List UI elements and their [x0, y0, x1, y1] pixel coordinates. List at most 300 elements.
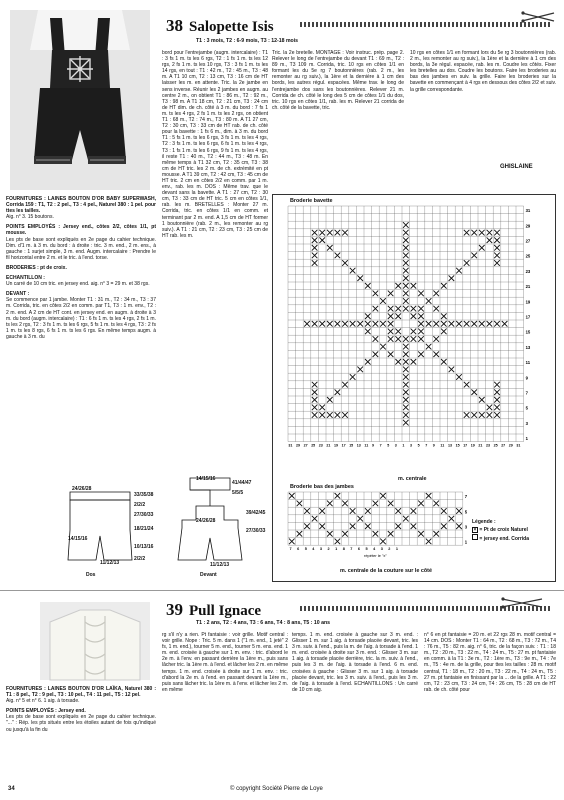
cross-stitch-mark	[418, 351, 424, 357]
front-text: Se commence par 1 jambe. Monter T1 : 31 m., T2 : 34 m., T3 : 37 m. Corrida, tric. en côtes 2/2 en comm. par T1, T3 : 1 m. env., T2 : 2 m. end. A 2 cm de HT cont. en jersey end. en augm. à droite à 3 m. du bord (augm. intercalaire) : T1 : 6 fs 1 m. ts les 4 rgs, 2 fs 1 m. ts les 2 rgs, T2 : 3 fs 1 m. ts les 6 rgs, 5 fs 1 m. ts les 4 rgs, T3 : 2 fs 1 m. ts les 8 rgs, 6 fs 1 m. ts les 6 rgs. En même temps augm. à gauche à 3 m. du	[6, 297, 156, 340]
cross-stitch-mark	[411, 329, 417, 335]
cross-stitch-mark	[365, 329, 371, 335]
cross-stitch-mark	[471, 253, 477, 259]
axis-tick-right: 7	[525, 390, 528, 396]
cross-stitch-mark	[395, 283, 401, 289]
axis-tick-bottom: 3	[410, 443, 412, 448]
back-label: Dos	[86, 572, 96, 578]
cross-stitch-mark	[479, 412, 485, 418]
dim-dos-2: 33/35/38	[134, 492, 154, 498]
cross-stitch-mark	[487, 412, 493, 418]
cross-stitch-mark	[403, 245, 409, 251]
leg-cross-stitch-mark	[441, 523, 447, 529]
pattern-38-column-2	[162, 50, 268, 470]
cross-stitch-mark	[494, 230, 500, 236]
cross-stitch-mark	[494, 389, 500, 395]
cross-stitch-mark	[403, 412, 409, 418]
cross-stitch-mark	[403, 306, 409, 312]
cross-stitch-mark	[395, 329, 401, 335]
cross-stitch-mark	[487, 321, 493, 327]
cross-stitch-mark	[471, 321, 477, 327]
axis-tick-right: 15	[525, 329, 531, 335]
axis-tick-right: 13	[525, 344, 531, 350]
cross-stitch-mark	[350, 268, 356, 274]
cross-stitch-mark	[357, 321, 363, 327]
pattern-38-column-3	[272, 50, 404, 188]
pattern-39-column-4	[424, 632, 556, 782]
leg-axis-tick-bottom: 2	[388, 547, 391, 552]
cross-stitch-mark	[365, 313, 371, 319]
axis-tick-bottom: 13	[448, 443, 452, 448]
axis-tick-bottom: 21	[478, 443, 483, 448]
dim-dos-8: 11/12/13	[100, 560, 120, 566]
axis-tick-bottom: 11	[364, 443, 369, 448]
cross-stitch-mark	[395, 313, 401, 319]
cross-stitch-mark	[403, 336, 409, 342]
cross-stitch-mark	[487, 405, 493, 411]
dim-dos-9: 2/2/2	[134, 556, 146, 562]
leg-cross-stitch-mark	[289, 539, 295, 545]
cross-stitch-mark	[426, 298, 432, 304]
bib-chart-title: Broderie bavette	[290, 198, 333, 204]
axis-tick-bottom: 31	[288, 443, 293, 448]
cross-stitch-mark	[312, 397, 318, 403]
axis-tick-right: 31	[525, 208, 531, 214]
axis-tick-right: 25	[525, 253, 531, 259]
axis-tick-bottom: 15	[455, 443, 460, 448]
axis-tick-bottom: 17	[463, 443, 468, 448]
leg-axis-tick-bottom: 5	[365, 547, 368, 552]
leg-cross-stitch-mark	[335, 539, 341, 545]
cross-stitch-mark	[479, 321, 485, 327]
cross-stitch-mark	[312, 382, 318, 388]
cross-stitch-mark	[327, 245, 333, 251]
cross-stitch-mark	[403, 367, 409, 373]
cross-stitch-mark	[342, 230, 348, 236]
cross-stitch-mark	[319, 237, 325, 243]
cross-stitch-mark	[411, 313, 417, 319]
axis-tick-right: 23	[525, 268, 531, 274]
cross-stitch-mark	[479, 245, 485, 251]
legend-title: Légende :	[472, 519, 496, 525]
pattern-38-column-4	[410, 50, 556, 154]
gauge-text: Un carré de 10 cm tric. en jersey end. aig. n° 3 = 29 m. et 38 rgs.	[6, 281, 150, 288]
axis-tick-bottom: 31	[516, 443, 521, 448]
leg-axis-tick-bottom: 5	[304, 547, 307, 552]
cross-stitch-mark	[327, 230, 333, 236]
cross-stitch-mark	[411, 283, 417, 289]
leg-cross-stitch-mark	[426, 539, 432, 545]
cross-stitch-mark	[433, 291, 439, 297]
sweater-supplies-text: Aig. n° 5 et n° 6. 1 aig. à torsade.	[6, 698, 80, 705]
leg-cross-stitch-mark	[327, 531, 333, 537]
cross-stitch-mark	[494, 260, 500, 266]
leg-cross-stitch-mark	[297, 531, 303, 537]
axis-tick-right: 17	[525, 314, 531, 320]
dim-devant-7: 11/12/13	[210, 562, 230, 568]
axis-tick-bottom: 11	[440, 443, 445, 448]
sweater-supplies-heading: FOURNITURES : LAINES BOUTON D'OR LAÏKA, Naturel 380 : T1 : 8 pel., T2 : 9 pel., T3 : 10 pel., T4 : 11 pel., T5 : 12 pel.	[6, 686, 156, 699]
cross-stitch-mark	[373, 306, 379, 312]
cross-stitch-mark	[342, 412, 348, 418]
cross-stitch-mark	[456, 374, 462, 380]
cross-stitch-mark	[411, 306, 417, 312]
cross-stitch-mark	[487, 230, 493, 236]
leg-cross-stitch-mark	[433, 501, 439, 507]
leg-cross-stitch-mark	[327, 501, 333, 507]
cross-stitch-mark	[319, 321, 325, 327]
cross-stitch-mark	[456, 321, 462, 327]
dim-dos-4: 27/30/33	[134, 512, 154, 518]
cross-stitch-mark	[388, 313, 394, 319]
pattern-39-column-3	[292, 632, 418, 782]
supplies-heading: FOURNITURES : LAINES BOUTON D'OR BABY SUPERWASH, Corrida 159 : T1, T2 : 2 pel., T3 : 4 pel., Naturel 380 : 1 pel. pour ttes les tailles.	[6, 196, 156, 215]
gauge-heading: ECHANTILLON :	[6, 275, 45, 282]
pattern-39-number: 39	[166, 600, 183, 619]
cross-stitch-mark	[395, 336, 401, 342]
cross-stitch-mark	[388, 336, 394, 342]
cross-stitch-mark	[403, 344, 409, 350]
leg-cross-stitch-mark	[304, 523, 310, 529]
cross-stitch-mark	[464, 260, 470, 266]
leg-axis-tick-right: 3	[464, 524, 468, 530]
cross-stitch-mark	[449, 321, 455, 327]
leg-cross-stitch-mark	[342, 501, 348, 507]
cross-stitch-mark	[319, 230, 325, 236]
cross-stitch-mark	[380, 298, 386, 304]
cross-stitch-mark	[388, 291, 394, 297]
cross-stitch-mark	[373, 321, 379, 327]
legend-item-cross: × = Pt de croix Naturel	[473, 527, 528, 533]
cross-stitch-mark	[304, 321, 310, 327]
cross-stitch-mark	[327, 321, 333, 327]
axis-tick-bottom: 5	[417, 443, 420, 448]
leg-cross-stitch-mark	[350, 508, 356, 514]
copyright: © copyright Société Pierre de Loye	[230, 786, 323, 792]
axis-tick-bottom: 21	[326, 443, 331, 448]
cross-stitch-mark	[433, 321, 439, 327]
cross-stitch-mark	[335, 389, 341, 395]
axis-tick-bottom: 7	[379, 443, 382, 448]
page-number: 34	[8, 786, 15, 792]
cross-stitch-mark	[494, 237, 500, 243]
cross-stitch-mark	[456, 268, 462, 274]
sweater-stitches-text: Les pts de base sont expliqués en 2e page du cahier technique. "..." : Rép. les pts situés entre les étoiles autant de fois qu'indiqué ou jusqu'à la fin du	[6, 714, 156, 733]
axis-tick-bottom: 27	[501, 443, 506, 448]
axis-tick-bottom: 7	[425, 443, 428, 448]
pattern-39-column-1	[6, 684, 156, 780]
axis-tick-right: 1	[525, 436, 528, 442]
dim-dos-5: 18/21/24	[134, 526, 154, 532]
leg-cross-stitch-mark	[335, 493, 341, 499]
section-divider	[0, 590, 564, 591]
cross-stitch-mark	[403, 351, 409, 357]
cross-stitch-mark	[312, 412, 318, 418]
axis-tick-bottom: 17	[341, 443, 346, 448]
leg-cross-stitch-mark	[433, 531, 439, 537]
sweater-illustration	[40, 602, 150, 680]
cross-stitch-mark	[380, 321, 386, 327]
pattern-38-number: 38	[166, 16, 183, 35]
leg-cross-stitch-mark	[373, 531, 379, 537]
front-label: Devant	[200, 572, 217, 578]
cross-stitch-mark	[449, 367, 455, 373]
axis-tick-bottom: 19	[334, 443, 338, 448]
leg-axis-tick-bottom: 7	[350, 547, 353, 552]
cross-stitch-mark	[449, 275, 455, 281]
cross-stitch-mark	[327, 397, 333, 403]
knitting-needles-icon	[520, 10, 556, 24]
axis-tick-bottom: 15	[349, 443, 354, 448]
cross-stitch-mark	[471, 412, 477, 418]
cross-stitch-mark	[502, 321, 508, 327]
dim-dos-7: 10/13/16	[134, 544, 154, 550]
cross-stitch-mark	[327, 412, 333, 418]
cross-stitch-mark	[335, 321, 341, 327]
axis-tick-bottom: 23	[318, 443, 323, 448]
cross-stitch-mark	[350, 374, 356, 380]
leg-chart-title: Broderie bas des jambes	[290, 484, 354, 490]
axis-tick-right: 21	[525, 284, 531, 290]
dim-devant-1: 14/15/16	[196, 476, 216, 482]
cross-stitch-mark	[335, 412, 341, 418]
axis-tick-bottom: 5	[387, 443, 390, 448]
cross-stitch-mark	[494, 253, 500, 259]
axis-tick-bottom: 13	[356, 443, 361, 448]
cross-stitch-mark	[494, 412, 500, 418]
leg-cross-stitch-mark	[449, 516, 455, 522]
leg-axis-tick-bottom: 3	[319, 547, 323, 552]
cross-stitch-mark	[418, 321, 424, 327]
stitches-text: Les pts de base sont expliqués en 2e page du cahier technique. Dim. d'1 m. à 3 m. du bord : à droite : tric. 3 m. end., 2 m. ens., à gauche : 1 surjet simple, 3 m. end. Augm. intercalaire : Prendre le fil horizontal entre 2 m. et le tric. à l'end. torse.	[6, 236, 156, 261]
axis-tick-bottom: 19	[470, 443, 475, 448]
cross-stitch-mark	[471, 389, 477, 395]
cross-stitch-mark	[418, 313, 424, 319]
leg-cross-stitch-mark	[388, 531, 394, 537]
pattern-39-title	[166, 600, 261, 620]
axis-tick-right: 11	[525, 360, 531, 366]
dim-devant-2: 41/44/47	[232, 480, 252, 486]
axis-tick-bottom: 25	[311, 443, 316, 448]
cross-stitch-mark	[471, 230, 477, 236]
cross-stitch-mark	[464, 412, 470, 418]
assembly-text: Tric. la 2e bretelle. MONTAGE : Voir instruc. prép. page 2. Relever le long de l'entrejambe du devant T1 : 69 m., T2 : 89 m., T3 109 m. Corrida, tric. 10 rgs en côtes 1/1 en formant les du 5e rg 7 boutonnières (rab. 2 m., les remonter au rg suiv.), la 1ère et la dernière à 1 cm des bords, les autres régul. espacées. Même trav. le long de l'entrejambe dos sans les boutonnières. Relever 21 m. Corrida de ch. côté le long des 5 cm de côtes 1/1 du dos, tric. 10 rgs en côtes 1/1, rab. les m. Relever 21 corrida de ch. côté de la bavette, tric.	[272, 50, 404, 111]
leg-axis-tick-bottom: 6	[357, 547, 361, 552]
cross-stitch-mark	[357, 275, 363, 281]
cross-stitch-mark	[418, 329, 424, 335]
leg-cross-stitch-mark	[411, 523, 417, 529]
cross-stitch-mark	[312, 405, 318, 411]
leg-cross-stitch-mark	[395, 523, 401, 529]
embroidery-heading: BRODERIES : pt de croix.	[6, 264, 67, 271]
leg-cross-stitch-mark	[304, 508, 310, 514]
pattern-38-title	[166, 16, 274, 36]
cross-stitch-mark	[373, 336, 379, 342]
pattern-38-column-1	[6, 194, 156, 472]
cross-stitch-mark	[335, 230, 341, 236]
axis-tick-right: 19	[525, 299, 531, 305]
overalls-photo	[10, 10, 150, 190]
cross-stitch-mark	[312, 260, 318, 266]
cross-stitch-mark	[373, 291, 379, 297]
leg-cross-stitch-mark	[441, 508, 447, 514]
cross-stitch-mark	[350, 321, 356, 327]
cross-stitch-mark	[312, 230, 318, 236]
legend-item-jersey: = jersey end. Corrida	[472, 534, 529, 543]
leg-cross-stitch-mark	[403, 516, 409, 522]
bib-center-label: m. centrale	[398, 476, 427, 482]
cross-stitch-mark	[319, 405, 325, 411]
cross-stitch-mark	[418, 291, 424, 297]
cross-stitch-mark	[388, 329, 394, 335]
front-heading: DEVANT :	[6, 291, 30, 298]
leg-cross-stitch-mark	[365, 523, 371, 529]
cross-stitch-mark	[403, 222, 409, 228]
cross-stitch-mark	[403, 298, 409, 304]
cross-stitch-mark	[403, 283, 409, 289]
cross-stitch-mark	[403, 253, 409, 259]
sweater-stitches-heading: POINTS EMPLOYÉS : Jersey end.	[6, 708, 86, 715]
cross-stitch-mark	[342, 260, 348, 266]
cross-stitch-mark	[494, 405, 500, 411]
cross-stitch-mark	[494, 321, 500, 327]
axis-tick-right: 9	[525, 375, 528, 381]
pattern-38-name: Salopette Isis	[189, 19, 274, 35]
leg-cross-stitch-mark	[380, 539, 386, 545]
leg-embroidery-chart	[288, 492, 488, 559]
axis-tick-bottom: 9	[432, 443, 435, 448]
axis-tick-bottom: 9	[372, 443, 374, 448]
leg-center-label: m. centrale de la couture sur le côté	[340, 568, 432, 574]
cross-stitch-mark	[441, 321, 447, 327]
cross-stitch-mark	[411, 359, 417, 365]
overalls-illustration	[10, 10, 150, 190]
cross-stitch-mark	[365, 321, 371, 327]
pattern-38-sizes: T1 : 3 mois, T2 : 6-9 mois, T3 : 12-18 mois	[196, 38, 299, 44]
axis-tick-bottom: 29	[508, 443, 513, 448]
pattern-39-column-2	[162, 632, 288, 782]
cross-stitch-mark	[395, 306, 401, 312]
cross-stitch-mark	[357, 367, 363, 373]
cross-stitch-mark	[335, 253, 341, 259]
sweater-stitch-definitions: rg s'il n'y a rien. Pt fantaisie : voir grille. Motif central : voir grille. Nope : Tric. 5 m. dans 1 ("1 m. end., 1 jeté" 2 fs, 1 m. end.), tourner 5 m. end., tourner 5 m. ens. end. 1 m. end. croisée à gauche sur 1 m. env. : tric. d'abord le 2e m. à l'env. en passant derrière la 1ère m., puis sans lâcher tric. la 1ère m. à l'end. et lâcher les 2 m. en même temps. 1 m. end. croisée à droite sur 1 m. env. : tric. d'abord la 2e m. à l'end. en passant devant la 1ère m., puis sans lâcher tric. la 1ère m. à l'env. et lâcher les 2 m. en même	[162, 632, 288, 693]
cross-stitch-mark	[365, 283, 371, 289]
leg-cross-stitch-mark	[373, 501, 379, 507]
axis-tick-right: 3	[525, 420, 528, 426]
dim-dos-6: 14/15/16	[68, 536, 88, 542]
cross-stitch-mark	[403, 230, 409, 236]
axis-tick-bottom: 3	[394, 443, 397, 448]
leg-cross-stitch-mark	[342, 531, 348, 537]
cross-stitch-mark	[494, 245, 500, 251]
leg-cross-stitch-mark	[388, 501, 394, 507]
cross-stitch-mark	[403, 405, 409, 411]
sweater-cable-definitions: temps. 1 m. end. croisée à gauche sur 3 m. end. : Glisser 1 m. sur 1 aig. à torsade placée devant, tric. les 3 m. suiv. à l'end., puis la m. de l'aig. à torsade à l'end. 1 m. end. croisée à droite sur 3 m. end. : Glisser 3 m. sur 1 aig. à torsade placée derrière, tric. la m. suiv. à l'end., puis les 3 m. de l'aig. à torsade à l'end. 6 m. end. croisées à gauche : Glisser 3 m. sur 1 aig. à torsade placée devant, tric. les 3 m. suiv. à l'end., puis les 3 m. de l'aig. à torsade à l'end. ECHANTILLONS : Un carré de 10 cm aig.	[292, 632, 418, 693]
leg-axis-tick-right: 7	[464, 494, 468, 500]
leg-cross-stitch-mark	[418, 531, 424, 537]
cross-stitch-mark	[441, 329, 447, 335]
garment-schematics	[60, 470, 270, 584]
designer-signature: GHISLAINE	[500, 164, 533, 170]
cross-stitch-mark	[433, 306, 439, 312]
pattern-39-name: Pull Ignace	[189, 603, 262, 619]
axis-tick-bottom: 1	[402, 443, 405, 448]
cross-stitch-mark	[433, 351, 439, 357]
cross-stitch-mark	[433, 336, 439, 342]
cross-stitch-mark	[312, 321, 318, 327]
leg-axis-tick-bottom: 2	[327, 547, 330, 552]
leg-cross-stitch-mark	[289, 493, 295, 499]
cross-stitch-mark	[464, 321, 470, 327]
cross-stitch-mark	[312, 237, 318, 243]
dim-devant-4: 39/42/45	[246, 510, 266, 516]
axis-tick-bottom: 23	[486, 443, 490, 448]
cross-stitch-mark	[479, 397, 485, 403]
cross-stitch-mark	[373, 351, 379, 357]
cross-stitch-mark	[426, 344, 432, 350]
leg-axis-tick-right: 5	[464, 509, 468, 515]
decorative-band	[300, 22, 550, 27]
leg-cross-stitch-mark	[418, 501, 424, 507]
cross-stitch-mark	[441, 283, 447, 289]
sweater-photo	[40, 602, 150, 680]
leg-axis-tick-right: 1	[464, 539, 468, 545]
leg-axis-tick-bottom: 3	[380, 547, 383, 552]
cross-stitch-mark	[403, 359, 409, 365]
cross-stitch-mark	[403, 397, 409, 403]
leg-cross-stitch-mark	[319, 523, 325, 529]
dim-devant-5: 27/30/33	[246, 528, 266, 534]
leg-cross-stitch-mark	[411, 508, 417, 514]
leg-cross-stitch-mark	[365, 508, 371, 514]
cross-stitch-mark	[403, 275, 409, 281]
dim-dos-3: 2/2/2	[134, 502, 146, 508]
cross-stitch-mark	[464, 382, 470, 388]
leg-cross-stitch-mark	[312, 516, 318, 522]
leg-cross-stitch-mark	[297, 501, 303, 507]
leg-repeat-note: répéter le "x"	[364, 553, 387, 559]
cross-stitch-mark	[403, 260, 409, 266]
axis-tick-bottom: 29	[296, 443, 300, 448]
cross-stitch-mark	[494, 382, 500, 388]
cross-stitch-mark	[403, 237, 409, 243]
finishing-text: 10 rgs en côtes 1/1 en formant lors du 5e rg 3 boutonnières (rab. 2 m., les remonter au rg suiv.), la 1ère et la dernière à 1 cm des bords, la 3e régul. espacée, rab. les m. Coudre les côtés. Fixer les bretelles au dos. Coudre les boutons. Faire les broderies au bas des jambes en suiv. la grille. Faire les broderies sur la bavette en commençant à 4 rgs en dessous des côtes 2/2 et suiv. la grille correspondante.	[410, 50, 556, 93]
bib-embroidery-chart	[288, 206, 552, 462]
cross-stitch-mark	[388, 351, 394, 357]
leg-axis-tick-bottom: 1	[335, 547, 338, 552]
dim-devant-3: 5/5/5	[232, 490, 244, 496]
axis-tick-right: 5	[525, 405, 528, 411]
cross-stitch-mark	[380, 344, 386, 350]
leg-axis-tick-bottom: 4	[312, 547, 315, 552]
cross-stitch-mark	[312, 253, 318, 259]
cross-stitch-mark	[388, 321, 394, 327]
leg-cross-stitch-mark	[357, 516, 363, 522]
sweater-back-instructions: n° 6 en pt fantaisie = 20 m. et 22 rgs 28 m. motif central = 14 cm. DOS : Monter T1 : 64 m., T2 : 68 m., T3 : 72 m., T4 : 76 m., T5 : 82 m. aig. n° 6, tric. de la façon suiv. : T1 : 18 m., T2 : 20 m., T3 : 22 m., T4 : 24 m., T5 : 27 m. pt fantaisie en comm. à la T1 : 3e m., T2 : 1ère m., T3 : 9e m., T4 : 7e m., T5 : 4e m. de la grille, pour ttes les tailles : 28 m. motif central, T1 : 18 m., T2 : 20 m., T3 : 22 m., T4 : 24 m., T5 : 27 m. pt fantaisie en finissant par la ... de la grille. A T1 : 22 cm, T2 : 23 cm, T3 : 24 cm, T4 : 26 cm, T5 : 28 cm de HT rab. de ch. côté pour	[424, 632, 556, 693]
cross-stitch-mark	[342, 321, 348, 327]
leg-cross-stitch-mark	[456, 523, 462, 529]
cross-stitch-mark	[479, 230, 485, 236]
cross-stitch-mark	[395, 359, 401, 365]
cross-stitch-mark	[418, 306, 424, 312]
cross-stitch-mark	[464, 230, 470, 236]
dim-devant-6: 24/26/28	[196, 518, 216, 524]
axis-tick-right: 27	[525, 238, 531, 244]
pattern-39-sizes: T1 : 2 ans, T2 : 4 ans, T3 : 6 ans, T4 : 8 ans, T5 : 10 ans	[196, 620, 331, 626]
cross-stitch-mark	[388, 306, 394, 312]
leg-axis-tick-bottom: 6	[297, 547, 300, 552]
axis-tick-bottom: 27	[303, 443, 308, 448]
